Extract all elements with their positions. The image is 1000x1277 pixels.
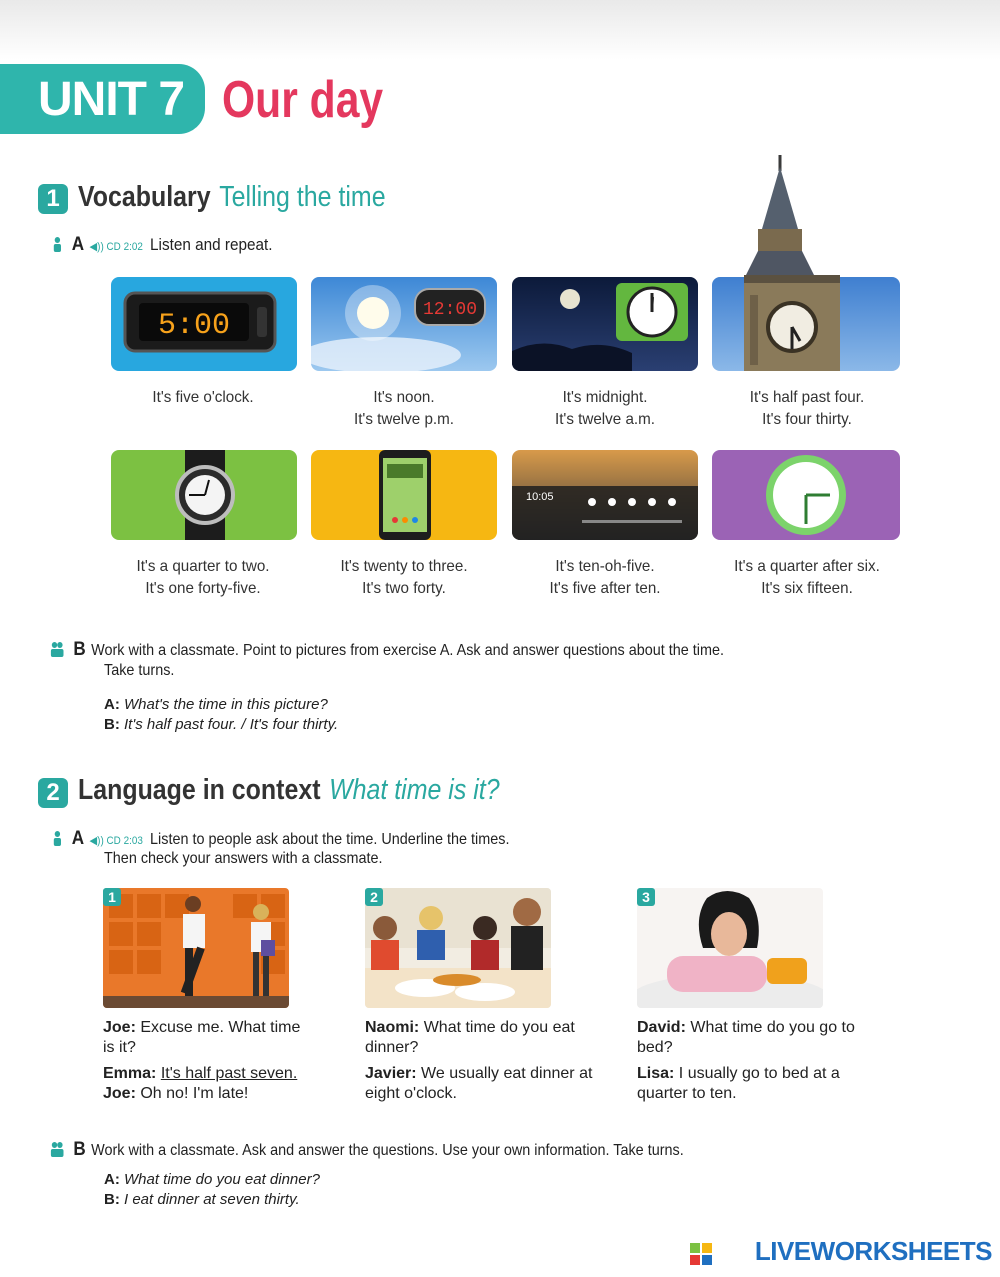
speaker: Emma: (103, 1065, 157, 1082)
instruction-text: Work with a classmate. Ask and answer the questions. Use your own information. Take turns. (91, 1142, 684, 1159)
school-lockers-photo (103, 888, 289, 1008)
dialog-line: What time do you eat dinner? (365, 1019, 575, 1056)
wall-clock-icon (712, 450, 900, 540)
caption-4 (717, 387, 898, 431)
big-ben-icon (724, 155, 844, 371)
caption-5 (113, 556, 294, 600)
dialog-line: Oh no! I'm late! (140, 1085, 249, 1102)
exercise-letter: A (71, 234, 85, 255)
conversation-2-number: 2 (365, 888, 383, 906)
alarm-display: 5:00 (157, 309, 231, 343)
speaker: David: (637, 1019, 686, 1036)
section-2-title (78, 774, 500, 807)
midnight-moon-clock-icon (512, 277, 698, 371)
model-dialog-1 (104, 695, 338, 735)
section-1-exercise-a (52, 234, 273, 256)
exercise-letter: B (73, 1139, 86, 1160)
exercise-letter: A (71, 828, 85, 849)
caption-1 (113, 387, 294, 409)
speaker: A: (104, 1171, 120, 1188)
caption-line: It's twelve p.m. (353, 411, 455, 428)
top-shadow (0, 0, 1000, 60)
dialog-line: Excuse me. What time is it? (103, 1019, 301, 1056)
exercise-letter: B (73, 639, 86, 660)
liveworksheets-brand[interactable]: LIVEWORKSHEETS (754, 1236, 992, 1266)
dialog-line: We usually eat dinner at eight o'clock. (365, 1065, 593, 1102)
dialog-line: What time do you go to bed? (637, 1019, 855, 1056)
caption-line: It's ten-oh-five. (555, 558, 655, 575)
dialog-line: What time do you eat dinner? (124, 1171, 320, 1188)
instruction-text: Listen and repeat. (150, 235, 273, 254)
speaker: Lisa: (637, 1065, 675, 1082)
caption-line: It's twenty to three. (340, 558, 468, 575)
speaker: B: (104, 1191, 120, 1208)
caption-line: It's five o'clock. (152, 389, 254, 406)
conversation-3-number: 3 (637, 888, 655, 906)
person-icon (52, 236, 63, 252)
dialog-line: I usually go to bed at a quarter to ten. (637, 1065, 840, 1102)
instruction-text: Listen to people ask about the time. Underline the times. (150, 831, 510, 848)
speaker: Joe: (103, 1019, 136, 1036)
section-2-exercise-a (52, 828, 509, 850)
section-2-subtitle: What time is it? (329, 774, 500, 806)
weather-widget-icon (512, 450, 698, 540)
speaker: A: (104, 696, 120, 713)
caption-line: It's a quarter to two. (136, 558, 270, 575)
caption-8 (717, 556, 898, 600)
person-icon (52, 830, 63, 846)
unit-tab (0, 64, 205, 134)
cd-track: CD 2:03 (106, 835, 143, 847)
family-dinner-photo (365, 888, 551, 1008)
liveworksheets-logo-icon (690, 1243, 712, 1265)
instruction-text-2: Take turns. (104, 662, 175, 679)
model-dialog-2 (104, 1170, 320, 1210)
conversation-1-number: 1 (103, 888, 121, 906)
section-1-subtitle: Telling the time (219, 181, 386, 213)
caption-line: It's two forty. (362, 580, 446, 597)
conversation-1-text (103, 1018, 313, 1104)
caption-2 (314, 387, 495, 431)
caption-6 (314, 556, 495, 600)
noon-display: 12:00 (422, 300, 478, 320)
speaker: Naomi: (365, 1019, 420, 1036)
caption-line: It's a quarter after six. (734, 558, 880, 575)
pair-icon (50, 641, 64, 657)
dialog-line: It's half past four. / It's four thirty. (124, 716, 339, 733)
audio-cd-icon[interactable]: ◀)) CD 2:03 (89, 835, 143, 847)
conversation-3-text (637, 1018, 867, 1104)
widget-time: 10:05 (526, 491, 554, 503)
caption-line: It's one forty-five. (145, 580, 261, 597)
instruction-text: Work with a classmate. Point to pictures from exercise A. Ask and answer questions about the time. (91, 642, 724, 659)
caption-line: It's half past four. (749, 389, 865, 406)
section-1-title-text: Vocabulary (78, 181, 211, 213)
caption-line: It's five after ten. (549, 580, 661, 597)
speaker: B: (104, 716, 120, 733)
caption-line: It's twelve a.m. (554, 411, 656, 428)
wristwatch-icon (111, 450, 297, 540)
caption-line: It's four thirty. (762, 411, 852, 428)
audio-cd-icon[interactable]: ◀)) CD 2:02 (89, 241, 143, 253)
section-1-exercise-b (50, 639, 724, 661)
unit-label: UNIT 7 (38, 73, 185, 126)
section-1-title (78, 181, 386, 214)
caption-line: It's noon. (373, 389, 435, 406)
dialog-line: I eat dinner at seven thirty. (124, 1191, 300, 1208)
unit-title: Our day (222, 71, 384, 129)
pair-icon (50, 1141, 64, 1157)
section-2-number: 2 (38, 778, 68, 808)
caption-7 (515, 556, 696, 600)
caption-line: It's six fifteen. (761, 580, 853, 597)
section-1-number: 1 (38, 184, 68, 214)
smartphone-icon (311, 450, 497, 540)
noon-sun-clock-icon (311, 277, 497, 371)
woman-in-bed-photo (637, 888, 823, 1008)
instruction-text-2: Then check your answers with a classmate. (104, 850, 383, 867)
digital-alarm-clock-icon (111, 277, 297, 371)
conversation-2-text (365, 1018, 605, 1104)
section-2-title-text: Language in context (78, 774, 321, 806)
speaker: Javier: (365, 1065, 417, 1082)
speaker: Joe: (103, 1085, 136, 1102)
caption-line: It's midnight. (562, 389, 648, 406)
caption-3 (515, 387, 696, 431)
dialog-line: It's half past seven. (160, 1065, 298, 1082)
dialog-line: What's the time in this picture? (124, 696, 328, 713)
cd-track: CD 2:02 (106, 241, 143, 253)
section-2-exercise-b (50, 1139, 684, 1161)
